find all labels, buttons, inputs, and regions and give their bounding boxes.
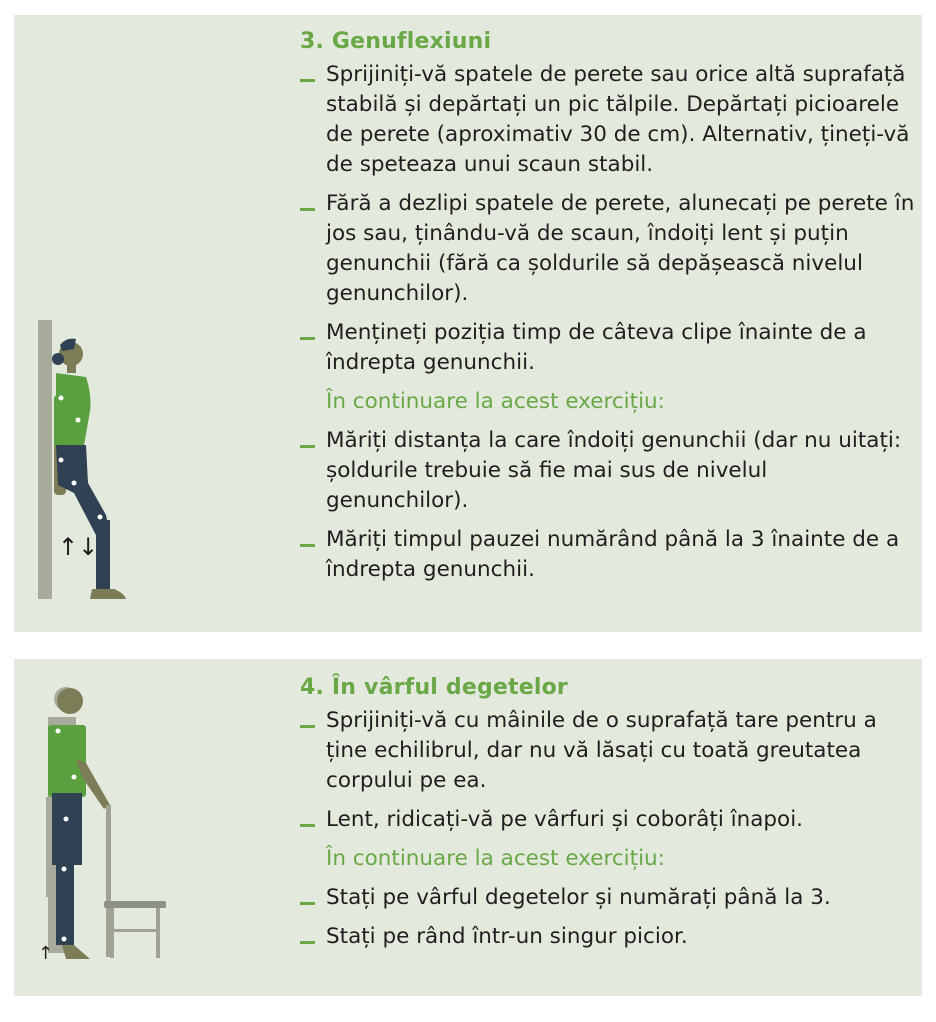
man-tiptoe-chair-illustration [14,659,184,996]
steps-list [300,706,916,835]
steps-list [300,60,916,378]
progression-item: Măriți distanța la care îndoiți genunchii (dar nu uitați: șoldurile trebuie să fie mai sus de nivelul genunchilor). [300,426,916,516]
exercise-card-squats [14,15,922,632]
continuation-label: În continuare la acest exercițiu: [326,389,665,414]
exercise-title: 4. În vârful degetelor [300,675,568,700]
exercise-card-tiptoe [14,659,922,996]
step-item: Sprijiniți-vă cu mâinile de o suprafață tare pentru a ține echilibrul, dar nu vă lăsați cu toată greutatea corpului pe ea. [300,706,916,796]
step-item: Sprijiniți-vă spatele de perete sau orice altă suprafață stabilă și depărtați un pic tălpile. Depărtați picioarele de perete (aproximativ 30 de cm). Alternativ, țineți-vă de speteaza unui scaun stabil. [300,60,916,180]
chair [104,805,166,958]
progression-item: Stați pe vârful degetelor și numărați până la 3. [300,883,916,913]
continuation-label: În continuare la acest exercițiu: [326,846,665,871]
progressions-list [300,426,916,585]
progression-item: Stați pe rând într-un singur picior. [300,922,916,952]
wall [38,320,52,599]
step-item: Fără a dezlipi spatele de perete, alunecați pe perete în jos sau, ținându-vă de scaun, îndoiți lent și puțin genunchii (fără ca șoldurile să depășească nivelul genunchilor). [300,189,916,309]
motion-arrow: ↑ [38,943,54,964]
progression-item: Măriți timpul pauzei numărând până la 3 înainte de a îndrepta genunchii. [300,525,916,585]
step-item: Lent, ridicați-vă pe vârfuri și coborâți înapoi. [300,805,916,835]
step-item: Mențineți poziția timp de câteva clipe înainte de a îndrepta genunchii. [300,318,916,378]
motion-arrows: ↑↓ [58,533,99,561]
exercise-title: 3. Genuflexiuni [300,29,492,54]
woman-wall-squat-illustration [14,15,164,632]
progressions-list [300,883,916,952]
